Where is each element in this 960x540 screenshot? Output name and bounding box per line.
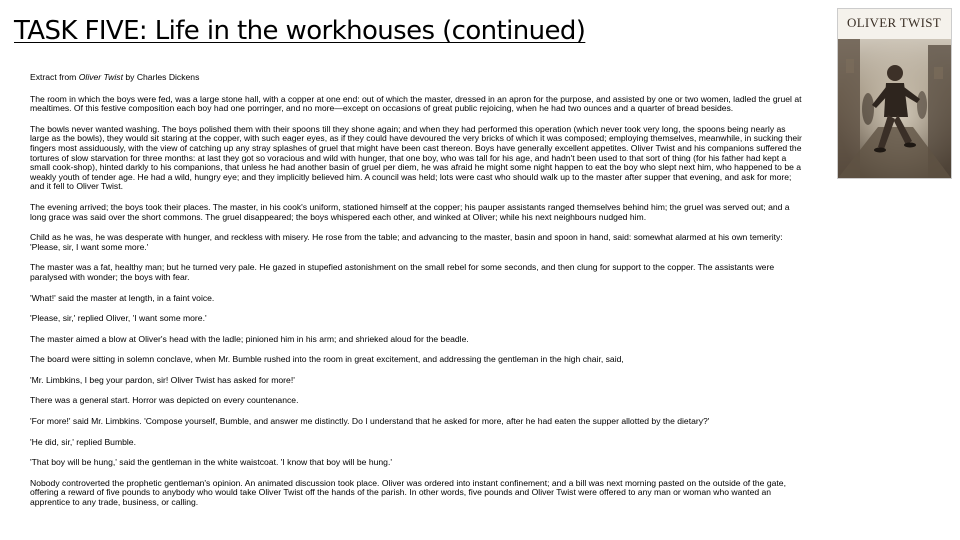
paragraph-he-did: 'He did, sir,' replied Bumble. [30,436,136,447]
paragraph-dining-hall: The room in which the boys were fed, was a large stone hall, with a copper at one end: out of which the master, dressed in an apron for the purpose, and assisted by one or two women, ladled the gruel at mealtimes. Of this festive composition each boy had one porringer, and no more—except on occasions of great public rejoicing, when he had two ounces and a quarter of bread besides. [30,93,802,114]
paragraph-hung: 'That boy will be hung,' said the gentleman in the white waistcoat. 'I know that boy will be hung.' [30,457,392,468]
paragraph-master-pale: The master was a fat, healthy man; but he turned very pale. He gazed in stupefied astonishment on the small rebel for some seconds, and then clung for support to the copper. The assistants were paralysed with wonder; the boys with fear. [30,262,775,282]
extract-body [30,73,806,519]
attribution-prefix: Extract from [30,72,79,82]
svg-text:OLIVER TWIST: OLIVER TWIST [847,15,941,30]
paragraph-please-sir: 'Please, sir,' replied Oliver, 'I want some more.' [30,313,207,324]
attribution-suffix: by Charles Dickens [122,72,200,82]
slide-title: TASK FIVE: Life in the workhouses (continued) [14,16,586,46]
paragraph-ladle: The master aimed a blow at Oliver's head with the ladle; pinioned him in his arm; and shrieked aloud for the beadle. [30,333,469,344]
paragraph-board: The board were sitting in solemn conclave, when Mr. Bumble rushed into the room in great excitement, and addressing the gentleman in the high chair, said, [30,354,624,365]
paragraph-bowls: The bowls never wanted washing. The boys polished them with their spoons till they shone again; and when they had performed this operation (which never took very long, the spoons being nearly as large as the bowls), they would sit staring at the copper, with such eager eyes, as if they could have devoured the very bricks of which it was composed; employing themselves, meanwhile, in sucking their fingers most assiduously, with the view of catching up any stray splashes of gruel that might have been cast thereon. Boys have generally excellent appetites. Oliver Twist and his companions suffered the tortures of slow starvation for three months: at last they got so voracious and wild with hunger, that one boy, who was tall for his age, and hadn't been used to that sort of thing (for his father had kept a small cook-shop), hinted darkly to his companions, that unless he had another basin of gruel per diem, he was afraid he might some night happen to eat the boy who slept next him, who happened to be a weakly youth of tender age. He had a wild, hungry eye; and they implicitly believed him. A council was held; lots were cast who should walk up to the master after supper that evening, and ask for more; and it fell to Oliver Twist. [30,123,802,192]
paragraph-confinement: Nobody controverted the prophetic gentleman's opinion. An animated discussion took place. Oliver was ordered into instant confinement; and a bill was next morning pasted on the outside of the gate, offering a reward of five pounds to anybody who would take Oliver Twist off the hands of the parish. In other words, five pounds and Oliver Twist were offered to any man or woman who wanted an apprentice to any trade, business, or calling. [30,477,786,508]
extract-attribution [30,73,806,83]
paragraph-limbkins: 'Mr. Limbkins, I beg your pardon, sir! Oliver Twist has asked for more!' [30,374,295,385]
paragraph-evening: The evening arrived; the boys took their places. The master, in his cook's uniform, stationed himself at the copper; his pauper assistants ranged themselves behind him; the gruel was served out; and a long grace was said over the short commons. The gruel disappeared; the boys whispered each other, and winked at Oliver; while his next neighbours nudged him. [30,201,790,222]
paragraph-desperate: Child as he was, he was desperate with hunger, and reckless with misery. He rose from the table; and advancing to the master, basin and spoon in hand, said: somewhat alarmed at his own temerity: 'Please, sir, I want some more.' [30,232,783,252]
poster-illustration [838,9,951,178]
paragraph-general-start: There was a general start. Horror was depicted on every countenance. [30,395,299,406]
book-title: Oliver Twist [78,72,123,82]
paragraph-for-more: 'For more!' said Mr. Limbkins. 'Compose yourself, Bumble, and answer me distinctly. Do I understand that he asked for more, after he had eaten the supper allotted by the dietary?' [30,416,710,427]
paragraph-what: 'What!' said the master at length, in a faint voice. [30,292,215,303]
oliver-twist-poster-image [837,8,952,179]
